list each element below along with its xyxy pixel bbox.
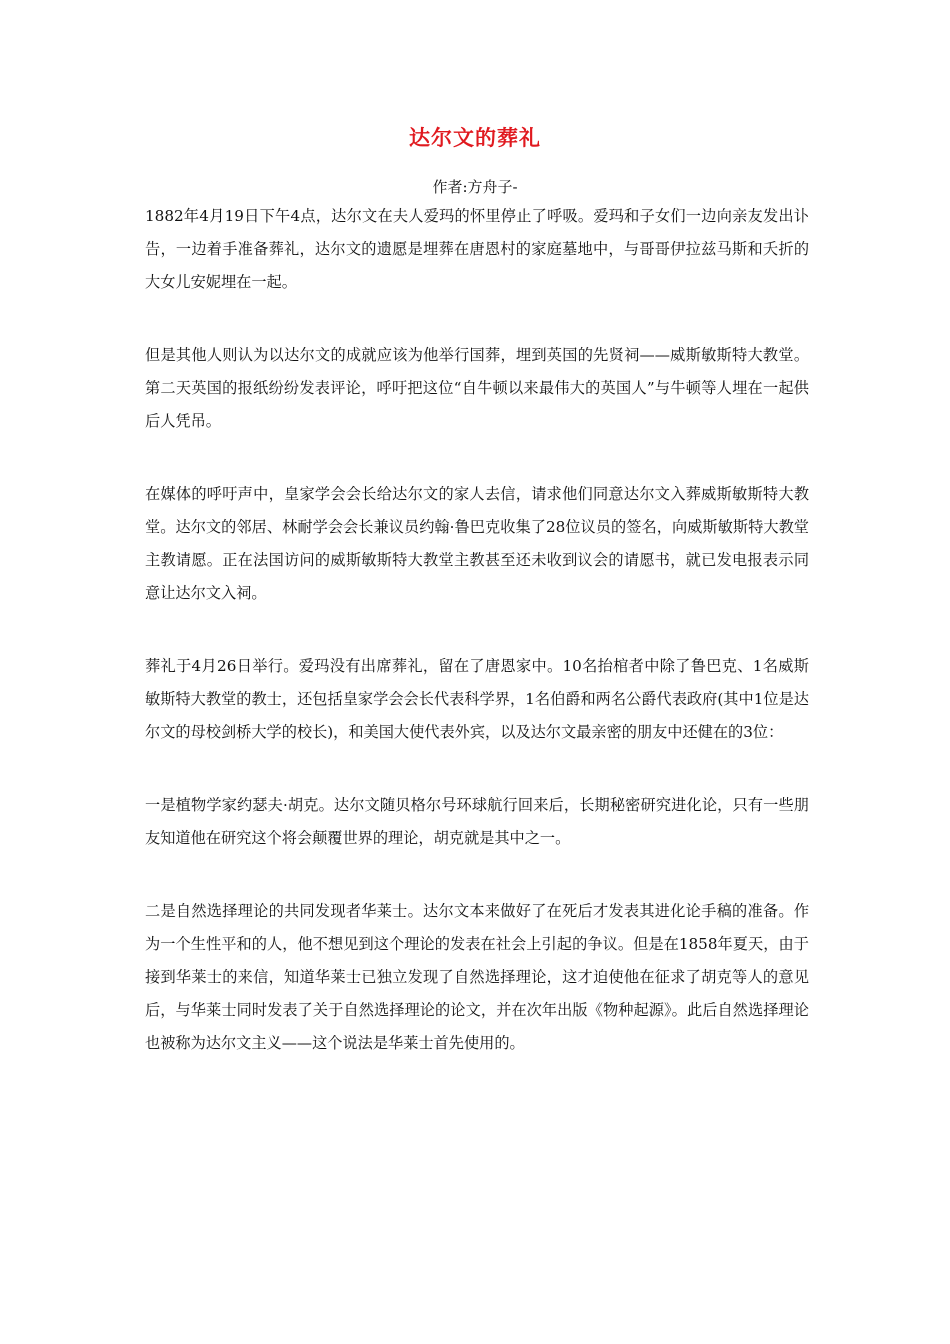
author-line: 作者:方舟子- <box>432 178 518 196</box>
document-title: 达尔文的葬礼 <box>409 125 541 150</box>
paragraph-3: 在媒体的呼吁声中，皇家学会会长给达尔文的家人去信，请求他们同意达尔文入葬威斯敏斯特大教堂。达尔文的邻居、林耐学会会长兼议员约翰·鲁巴克收集了28位议员的签名，向威斯敏斯特大教堂主教请愿。正在法国访问的威斯敏斯特大教堂主教甚至还未收到议会的请愿书，就已发电报表示同意让达尔文入祠。 <box>145 485 809 602</box>
paragraph-5: 一是植物学家约瑟夫·胡克。达尔文随贝格尔号环球航行回来后，长期秘密研究进化论，只有一些朋友知道他在研究这个将会颠覆世界的理论，胡克就是其中之一。 <box>145 796 809 847</box>
paragraph-2: 但是其他人则认为以达尔文的成就应该为他举行国葬，埋到英国的先贤祠——威斯敏斯特大教堂。第二天英国的报纸纷纷发表评论，呼吁把这位“自牛顿以来最伟大的英国人”与牛顿等人埋在一起供后人凭吊。 <box>145 346 809 430</box>
paragraph-6: 二是自然选择理论的共同发现者华莱士。达尔文本来做好了在死后才发表其进化论手稿的准备。作为一个生性平和的人，他不想见到这个理论的发表在社会上引起的争议。但是在1858年夏天，由于接到华莱士的来信，知道华莱士已独立发现了自然选择理论，这才迫使他在征求了胡克等人的意见后，与华莱士同时发表了关于自然选择理论的论文，并在次年出版《物种起源》。此后自然选择理论也被称为达尔文主义——这个说法是华莱士首先使用的。 <box>145 902 809 1052</box>
paragraph-1: 1882年4月19日下午4点，达尔文在夫人爱玛的怀里停止了呼吸。爱玛和子女们一边向亲友发出讣告，一边着手准备葬礼，达尔文的遗愿是埋葬在唐恩村的家庭墓地中，与哥哥伊拉兹马斯和夭折的大女儿安妮埋在一起。 <box>145 207 809 291</box>
paragraph-4: 葬礼于4月26日举行。爱玛没有出席葬礼，留在了唐恩家中。10名抬棺者中除了鲁巴克、1名威斯敏斯特大教堂的教士，还包括皇家学会会长代表科学界，1名伯爵和两名公爵代表政府(其中1位是达尔文的母校剑桥大学的校长)，和美国大使代表外宾，以及达尔文最亲密的朋友中还健在的3位： <box>145 657 809 741</box>
article-body <box>145 200 809 1100</box>
